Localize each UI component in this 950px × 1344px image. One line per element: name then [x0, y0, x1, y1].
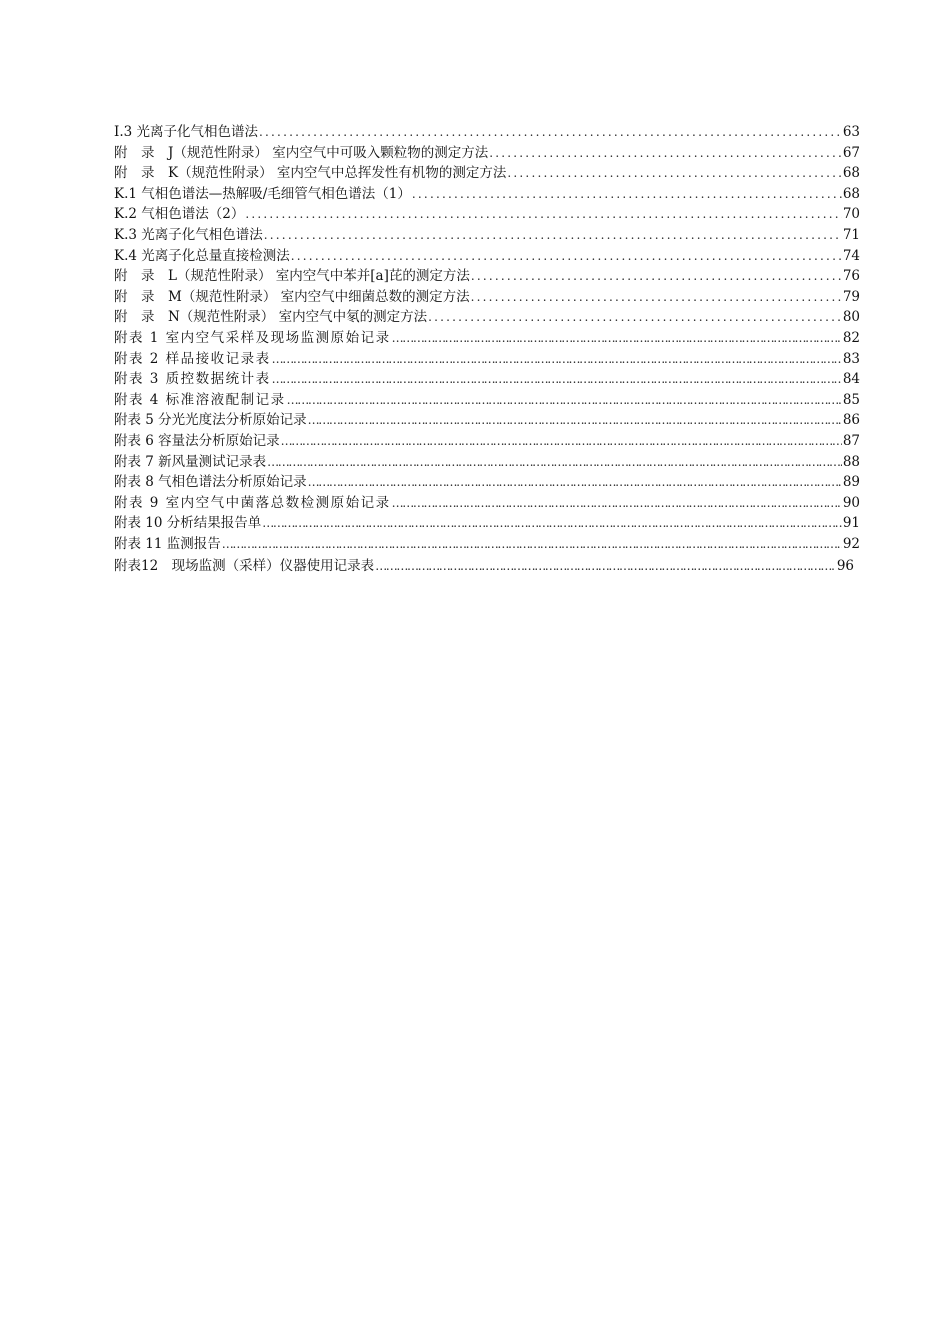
dot-leader: [412, 184, 842, 205]
toc-entry[interactable]: [114, 204, 860, 225]
toc-entry-page: 84: [842, 371, 860, 388]
toc-entry[interactable]: [114, 493, 860, 514]
toc-entry-page: 90: [842, 494, 860, 511]
toc-entry-page: 70: [842, 206, 860, 223]
toc-entry-label: K.2 气相色谱法（2）: [114, 206, 245, 223]
toc-entry-label: 附表 11 监测报告: [114, 535, 221, 552]
toc-entry[interactable]: [114, 349, 860, 370]
dot-leader: [489, 143, 842, 164]
dot-leader: [245, 204, 841, 225]
toc-entry-page: 91: [842, 515, 860, 532]
table-of-contents: [114, 122, 860, 577]
ellipsis-leader: [272, 369, 842, 390]
toc-entry-label: 附 录 M（规范性附录） 室内空气中细菌总数的测定方法: [114, 288, 470, 305]
toc-entry[interactable]: [114, 431, 860, 452]
toc-entry-page: 80: [842, 309, 860, 326]
ellipsis-leader: [392, 328, 842, 349]
toc-entry-page: 88: [842, 453, 860, 470]
toc-entry-label: 附 录 J（规范性附录） 室内空气中可吸入颗粒物的测定方法: [114, 144, 489, 161]
ellipsis-leader: [375, 556, 836, 577]
toc-entry-label: K.3 光离子化气相色谱法: [114, 226, 263, 243]
toc-entry-label: 附表 2 样品接收记录表: [114, 350, 271, 367]
toc-entry-page: 83: [842, 350, 860, 367]
toc-entry-label: K.4 光离子化总量直接检测法: [114, 247, 290, 264]
ellipsis-leader: [272, 349, 842, 370]
ellipsis-leader: [281, 431, 842, 452]
toc-entry-label: 附 录 K（规范性附录） 室内空气中总挥发性有机物的测定方法: [114, 165, 507, 182]
toc-entry-label: 附表 3 质控数据统计表: [114, 371, 271, 388]
toc-entry-page: 76: [842, 268, 860, 285]
toc-entry[interactable]: [114, 307, 860, 328]
toc-entry-label: K.1 气相色谱法—热解吸/毛细管气相色谱法（1）: [114, 185, 411, 202]
toc-entry-label: 附 录 L（规范性附录） 室内空气中苯并[a]芘的测定方法: [114, 268, 470, 285]
toc-entry[interactable]: [114, 410, 860, 431]
toc-entry-label: 附表 9 室内空气中菌落总数检测原始记录: [114, 494, 391, 511]
toc-entry-page: 82: [842, 329, 860, 346]
toc-entry-page: 92: [842, 535, 860, 552]
toc-entry-page: 74: [842, 247, 860, 264]
toc-entry-label: I.3 光离子化气相色谱法: [114, 124, 259, 140]
ellipsis-leader: [287, 390, 842, 411]
toc-entry[interactable]: [114, 534, 860, 555]
toc-entry[interactable]: [114, 122, 860, 143]
toc-entry-label: 附表 1 室内空气采样及现场监测原始记录: [114, 329, 391, 346]
toc-entry-label: 附表 7 新风量测试记录表: [114, 453, 267, 470]
ellipsis-leader: [267, 452, 842, 473]
toc-entry[interactable]: [114, 184, 860, 205]
toc-entry[interactable]: [114, 143, 860, 164]
dot-leader: [428, 307, 842, 328]
toc-entry-page: 96: [836, 558, 854, 575]
toc-entry[interactable]: [114, 225, 860, 246]
ellipsis-leader: [222, 534, 842, 555]
toc-entry-label: 附表 8 气相色谱法分析原始记录: [114, 474, 307, 491]
dot-leader: [471, 266, 842, 287]
toc-entry[interactable]: [114, 287, 860, 308]
toc-entry-label: 附表 4 标准溶液配制记录: [114, 391, 286, 408]
toc-entry-page: 68: [842, 185, 860, 202]
toc-entry-page: 87: [842, 432, 860, 449]
ellipsis-leader: [308, 410, 842, 431]
toc-entry-page: 71: [842, 226, 860, 243]
toc-entry-page: 79: [842, 288, 860, 305]
toc-entry[interactable]: [114, 556, 860, 577]
toc-entry-label: 附表12 现场监测（采样）仪器使用记录表: [114, 558, 375, 575]
dot-leader: [471, 287, 842, 308]
toc-entry[interactable]: [114, 328, 860, 349]
toc-entry-label: 附表 5 分光光度法分析原始记录: [114, 412, 307, 429]
ellipsis-leader: [262, 513, 842, 534]
toc-entry[interactable]: [114, 472, 860, 493]
ellipsis-leader: [392, 493, 842, 514]
toc-entry[interactable]: [114, 266, 860, 287]
toc-entry-label: 附表 6 容量法分析原始记录: [114, 432, 280, 449]
toc-entry-label: 附 录 N（规范性附录） 室内空气中氡的测定方法: [114, 309, 428, 326]
toc-entry[interactable]: [114, 390, 860, 411]
dot-leader: [264, 225, 842, 246]
toc-entry[interactable]: [114, 452, 860, 473]
toc-entry-page: 68: [842, 165, 860, 182]
toc-entry-page: 89: [842, 474, 860, 491]
dot-leader: [259, 122, 842, 143]
toc-entry-page: 86: [842, 412, 860, 429]
toc-entry[interactable]: [114, 163, 860, 184]
toc-entry-page: 63: [842, 124, 860, 140]
toc-entry[interactable]: [114, 369, 860, 390]
toc-entry-label: 附表 10 分析结果报告单: [114, 515, 262, 532]
toc-entry[interactable]: [114, 513, 860, 534]
dot-leader: [291, 246, 842, 267]
toc-entry[interactable]: [114, 246, 860, 267]
dot-leader: [507, 163, 841, 184]
ellipsis-leader: [308, 472, 842, 493]
toc-entry-page: 85: [842, 391, 860, 408]
toc-entry-page: 67: [842, 144, 860, 161]
